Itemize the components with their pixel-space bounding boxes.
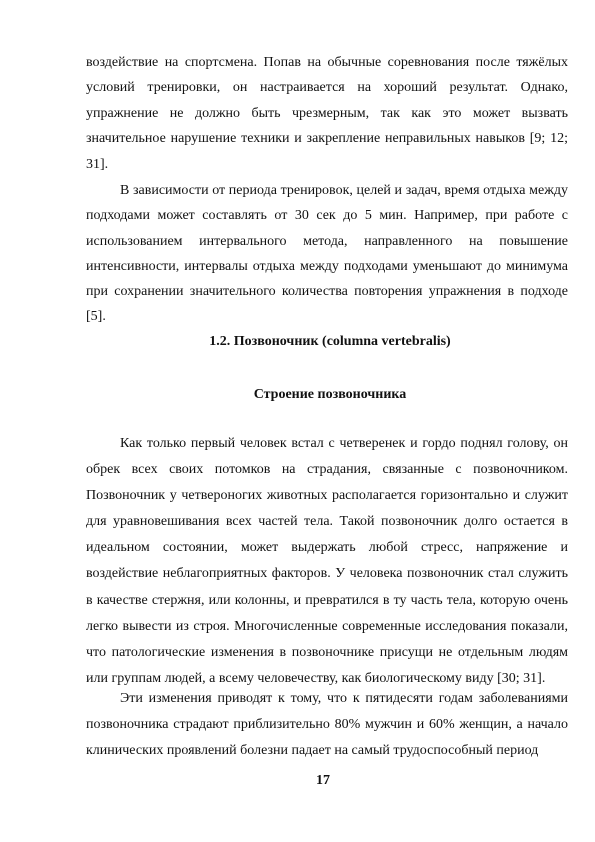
section-heading: 1.2. Позвоночник (columna vertebralis) xyxy=(209,334,451,349)
paragraph-rest-time: В зависимости от периода тренировок, целей и задач, время отдыха между подходами может составлять от 30 сек до 5 мин. Например, при работе с использованием интервального метода, направленного на повышение интенсивности, интервалы отдыха между подходами уменьшают до минимума при сохранении значительного количества повторения упражнения в подходе [5]. xyxy=(86,183,568,325)
paragraph-spine-statistics: Эти изменения приводят к тому, что к пятидесяти годам заболеваниями позвоночника страдают приблизительно 80% мужчин и 60% женщин, а начало клинических проявлений болезни падает на самый трудоспособный период xyxy=(86,691,568,758)
paragraph-spine-evolution: Как только первый человек встал с четверенек и гордо поднял голову, он обрек всех своих потомков на страдания, связанные с позвоночником. Позвоночник у четвероногих животных располагается горизонтально и служит для уравновешивания всех частей тела. Такой позвоночник долго остается в идеальном состоянии, может выдержать любой стресс, напряжение и воздействие неблагоприятных факторов. У человека позвоночник стал служить в качестве стержня, или колонны, и превратился в ту часть тела, которую очень легко вывести из строя. Многочисленные современные исследования показали, что патологические изменения в позвоночнике присущи не отдельным людям или группам людей, а всему человечеству, как биологическому виду [30; 31]. xyxy=(86,436,568,686)
page-number: 17 xyxy=(316,773,330,788)
subsection-heading: Строение позвоночника xyxy=(253,387,407,402)
paragraph-continuation: воздействие на спортсмена. Попав на обычные соревнования после тяжёлых условий тренировки, он настраивается на хороший результат. Однако, упражнение не должно быть чрезмерным, так как это может вызвать значительное нарушение техники и закрепление неправильных навыков [9; 12; 31]. xyxy=(86,55,568,172)
